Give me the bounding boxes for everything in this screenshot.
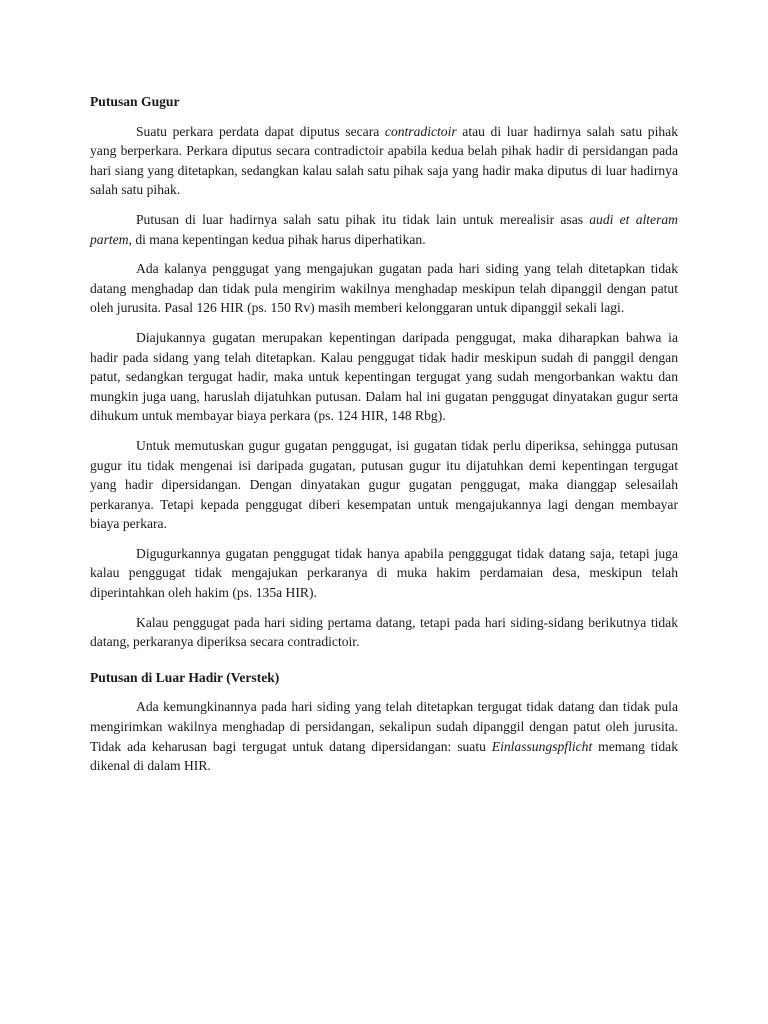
italic-term: audi et alteram partem, — [90, 211, 678, 247]
paragraph — [90, 210, 678, 249]
paragraph-text: di mana kepentingan kedua pihak harus diperhatikan. — [131, 231, 426, 247]
paragraph-text: atau di luar hadirnya salah satu pihak yang berperkara. Perkara diputus secara contradictoir apabila kedua belah pihak hadir di persidangan pada hari siang yang ditetapkan, sedangkan kalau salah satu pihak saja yang hadir maka diputus di luar hadirnya salah satu pihak. — [90, 123, 678, 198]
section-heading-verstek: Putusan di Luar Hadir (Verstek) — [90, 669, 280, 685]
paragraph: Digugurkannya gugatan penggugat tidak hanya apabila pengggugat tidak datang saja, tetapi juga kalau penggugat tidak mengajukan perkaranya di muka hakim perdamaian desa, meskipun telah diperintahkan oleh hakim (ps. 135a HIR). — [90, 545, 678, 601]
italic-term: contradictoir — [384, 123, 457, 139]
section-heading-putusan-gugur: Putusan Gugur — [90, 94, 180, 109]
paragraph-text: Suatu perkara perdata dapat diputus secara — [136, 123, 385, 139]
paragraph: Kalau penggugat pada hari siding pertama datang, tetapi pada hari siding-sidang berikutnya tidak datang, perkaranya diperiksa secara contradictoir. — [90, 614, 678, 650]
paragraph-text: Putusan di luar hadirnya salah satu pihak itu tidak lain untuk merealisir asas — [136, 211, 590, 227]
paragraph: Ada kalanya penggugat yang mengajukan gugatan pada hari siding yang telah ditetapkan tidak datang menghadap dan tidak pula mengirim wakilnya menghadap meskipun telah dipanggil dengan patut oleh jurusita. Pasal 126 HIR (ps. 150 Rv) masih memberi kelonggaran untuk dipanggil sekali lagi. — [90, 261, 678, 316]
paragraph-text: memang tidak dikenal di dalam HIR. — [90, 738, 678, 774]
paragraph: Diajukannya gugatan merupakan kepentingan daripada penggugat, maka diharapkan bahwa ia hadir pada sidang yang telah ditetapkan. Kalau penggugat tidak hadir meskipun sudah di panggil dengan patut, sedangkan tergugat hadir, maka untuk kepentingan tergugat yang sudah mengorbankan waktu dan mungkin juga uang, haruslah dijatuhkan putusan. Dalam hal ini gugatan penggugat dinyatakan gugur serta dihukum untuk membayar biaya perkara (ps. 124 HIR, 148 Rbg). — [90, 329, 678, 424]
paragraph — [90, 697, 678, 775]
paragraph: Untuk memutuskan gugur gugatan penggugat, isi gugatan tidak perlu diperiksa, sehingga putusan gugur itu tidak mengenai isi daripada gugatan, putusan gugur itu dijatuhkan demi kepentingan tergugat yang hadir dipersidangan. Dengan dinyatakan gugur gugatan penggugat, maka dianggap selesailah perkaranya. Tetapi kepada penggugat diberi kesempatan untuk mengajukannya lagi dengan membayar biaya perkara. — [90, 437, 678, 532]
paragraph-text: Ada kemungkinannya pada hari siding yang telah ditetapkan tergugat tidak datang dan tidak pula mengirimkan wakilnya menghadap di persidangan, sekalipun sudah dipanggil dengan patut oleh jurusita. Tidak ada keharusan bagi tergugat untuk datang dipersidangan: suatu — [90, 699, 678, 754]
italic-term: Einlassungspflicht — [491, 738, 593, 754]
paragraph — [90, 122, 678, 200]
